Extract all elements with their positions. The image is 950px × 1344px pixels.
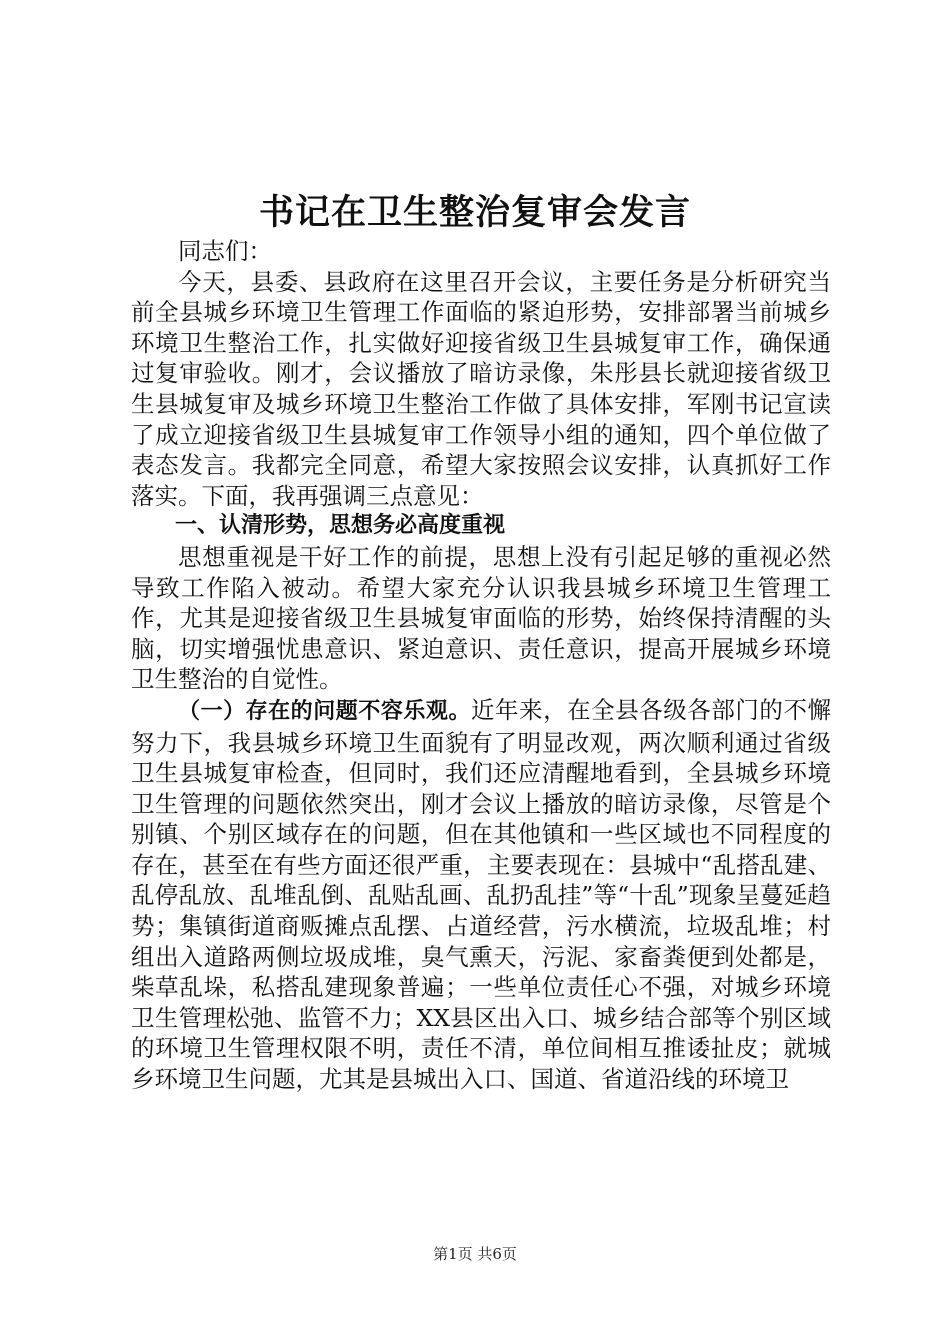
paragraph-intro: 今天，县委、县政府在这里召开会议，主要任务是分析研究当前全县城乡环境卫生管理工作面临的紧迫形势，安排部署当前城乡环境卫生整治工作，扎实做好迎接省级卫生县城复审工作，确保通过复审验收。刚才，会议播放了暗访录像，朱彤县长就迎接省级卫生县城复审及城乡环境卫生整治工作做了具体安排，军刚书记宣读了成立迎接省级卫生县城复审工作领导小组的通知，四个单位做了表态发言。我都完全同意，希望大家按照会议安排，认真抓好工作落实。下面，我再强调三点意见：	[131, 267, 831, 510]
paragraph-subsection-1	[131, 695, 831, 1095]
document-title: 书记在卫生整治复审会发言	[258, 192, 691, 233]
paragraph-section-1: 思想重视是干好工作的前提，思想上没有引起足够的重视必然导致工作陷入被动。希望大家充分认识我县城乡环境卫生管理工作，尤其是迎接省级卫生县城复审面临的形势，始终保持清醒的头脑，切实增强忧患意识、紧迫意识、责任意识，提高开展城乡环境卫生整治的自觉性。	[131, 542, 831, 694]
document-body	[131, 236, 831, 1095]
page-number-footer: 第1页 共6页	[433, 1245, 517, 1263]
subsection-heading-1: （一）存在的问题不容乐观。	[178, 698, 471, 724]
section-heading-1: 一、认清形势，思想务必高度重视	[175, 513, 506, 539]
greeting: 同志们：	[178, 237, 272, 265]
subsection-text-1: 近年来，在全县各级各部门的不懈努力下，我县城乡环境卫生面貌有了明显改观，两次顺利通过省级卫生县城复审检查，但同时，我们还应清醒地看到，全县城乡环境卫生管理的问题依然突出，刚才会议上播放的暗访录像，尽管是个别镇、个别区域存在的问题，但在其他镇和一些区域也不同程度的存在，甚至在有些方面还很严重，主要表现在：县城中“乱搭乱建、乱停乱放、乱堆乱倒、乱贴乱画、乱扔乱挂”等“十乱”现象呈蔓延趋势；集镇街道商贩摊点乱摆、占道经营，污水横流，垃圾乱堆；村组出入道路两侧垃圾成堆，臭气熏天，污泥、家畜粪便到处都是，柴草乱垛，私搭乱建现象普遍；一些单位责任心不强，对城乡环境卫生管理松弛、监管不力；XX县区出入口、城乡结合部等个别区域的环境卫生管理权限不明，责任不清，单位间相互推诿扯皮；就城乡环境卫生问题，尤其是县城出入口、国道、省道沿线的环境卫	[131, 695, 831, 1094]
